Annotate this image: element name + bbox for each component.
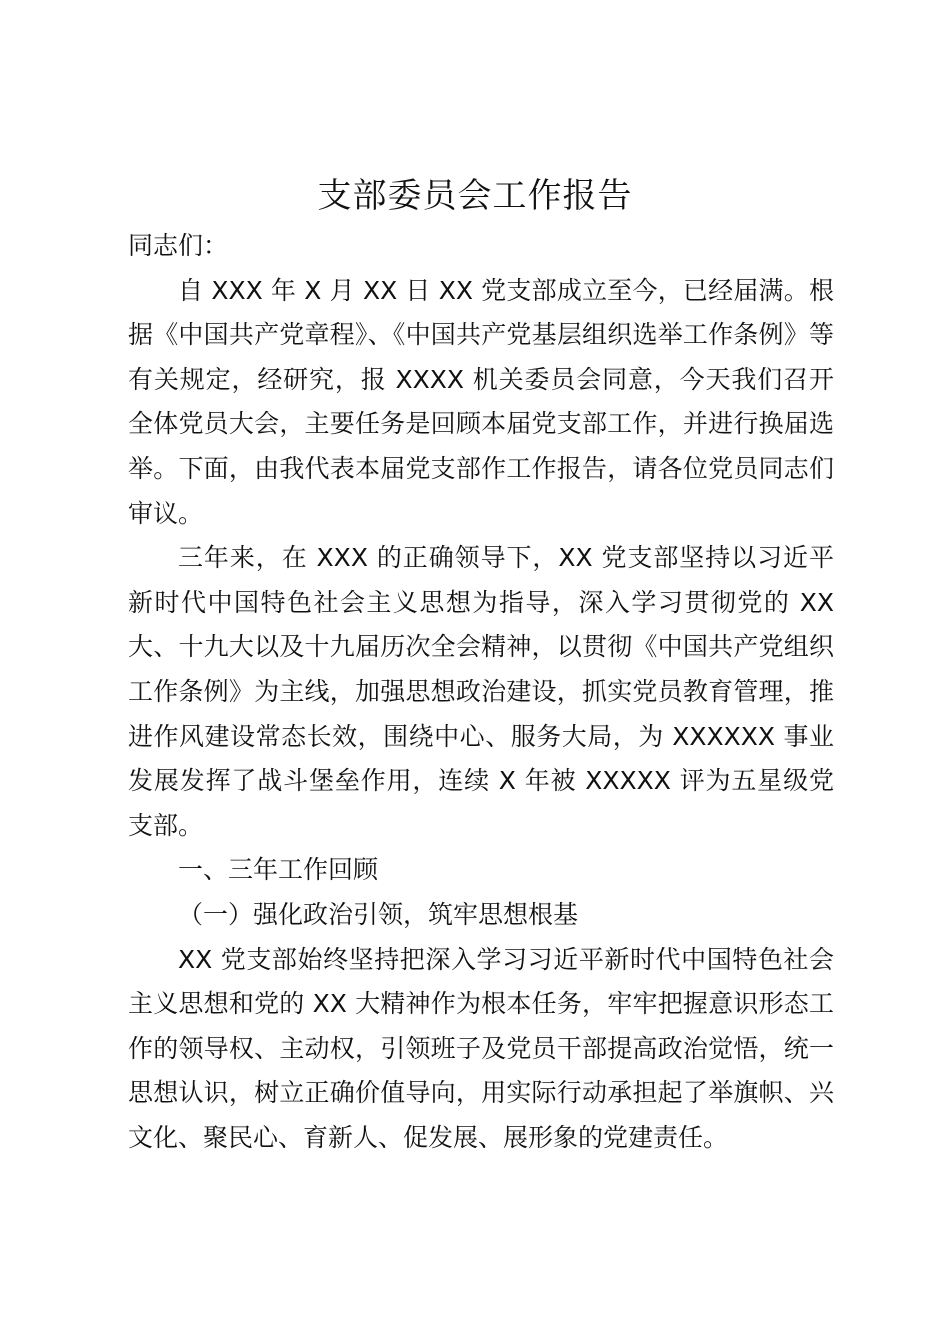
intro-paragraph: 自 XXX 年 X 月 XX 日 XX 党支部成立至今，已经届满。根据《中国共产党章程》、《中国共产党基层组织选举工作条例》等有关规定，经研究，报 XXXX 机关委员会同意，今天我们召开全体党员大会，主要任务是回顾本届党支部工作，并进行换届选举。下面，由我代表本届党支部作工作报告，请各位党员同志们审议。 (128, 275, 834, 528)
summary-paragraph: 三年来，在 XXX 的正确领导下，XX 党支部坚持以习近平新时代中国特色社会主义思想为指导，深入学习贯彻党的 XX 大、十九大以及十九届历次全会精神，以贯彻《中国共产党组织工作条例》为主线，加强思想政治建设，抓实党员教育管理，推进作风建设常态长效，围绕中心、服务大局，为 XXXXXX 事业发展发挥了战斗堡垒作用，连续 X 年被 XXXXX 评为五星级党支部。 (128, 543, 834, 840)
subsection-heading: （一）强化政治引领，筑牢思想根基 (178, 899, 579, 929)
document-body (128, 224, 834, 1160)
section-heading: 一、三年工作回顾 (178, 855, 379, 885)
document-title: 支部委员会工作报告 (317, 176, 633, 216)
subsection-paragraph: XX 党支部始终坚持把深入学习习近平新时代中国特色社会主义思想和党的 XX 大精神作为根本任务，牢牢把握意识形态工作的领导权、主动权，引领班子及党员干部提高政治觉悟，统一思想认识，树立正确价值导向，用实际行动承担起了举旗帜、兴文化、聚民心、育新人、促发展、展形象的党建责任。 (128, 944, 834, 1152)
salutation: 同志们： (128, 231, 229, 260)
